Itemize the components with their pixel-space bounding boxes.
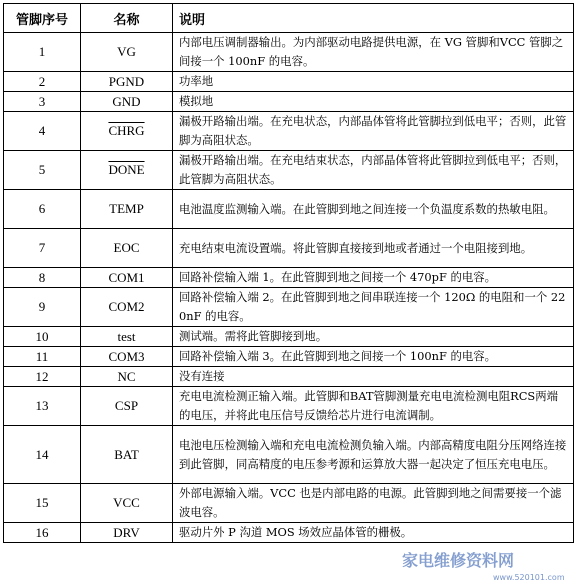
pin-description: 充电电流检测正输入端。此管脚和BAT管脚测量充电电流检测电阻RCS两端的电压，并将此电压信号反馈给芯片进行电流调制。 (173, 387, 574, 426)
pin-name (81, 327, 173, 347)
pin-name-text: DRV (113, 524, 140, 540)
table-row (4, 347, 574, 367)
pin-name-text: COM3 (108, 348, 145, 364)
table-row (4, 523, 574, 543)
pin-name-text: VG (117, 44, 136, 59)
pin-description: 漏极开路输出端。在充电状态，内部晶体管将此管脚拉到低电平；否则，此管脚为高阻状态。 (173, 112, 574, 151)
pin-name-text: VCC (113, 495, 140, 510)
pin-description: 漏极开路输出端。在充电结束状态，内部晶体管将此管脚拉到低电平；否则，此管脚为高阻状态。 (173, 151, 574, 190)
table-row (4, 288, 574, 327)
header-description: 说明 (173, 4, 574, 33)
table-row (4, 327, 574, 347)
pin-name (81, 72, 173, 92)
pin-name (81, 484, 173, 523)
pin-name (81, 367, 173, 387)
pin-number: 5 (4, 151, 81, 190)
pin-number: 16 (4, 523, 81, 543)
pin-number: 2 (4, 72, 81, 92)
pin-name-text: NC (117, 368, 136, 384)
pin-name (81, 112, 173, 151)
pin-number: 3 (4, 92, 81, 112)
watermark-url: www.520101.com (493, 573, 565, 582)
pin-name (81, 151, 173, 190)
pin-number: 12 (4, 367, 81, 387)
pin-number: 9 (4, 288, 81, 327)
table-row (4, 268, 574, 288)
pin-name-text: CHRG (108, 123, 145, 138)
table-row (4, 229, 574, 268)
watermark (398, 546, 573, 586)
table-row (4, 72, 574, 92)
table-row (4, 426, 574, 484)
pin-number: 8 (4, 268, 81, 288)
pin-description: 回路补偿输入端 1。在此管脚到地之间接一个 470pF 的电容。 (173, 268, 574, 288)
watermark-text: 家电维修资料网 (402, 551, 515, 570)
table-row (4, 112, 574, 151)
table-row (4, 190, 574, 229)
table-body (4, 33, 574, 543)
pin-name (81, 92, 173, 112)
table-row (4, 33, 574, 72)
pin-description: 驱动片外 P 沟道 MOS 场效应晶体管的栅极。 (173, 523, 574, 543)
header-pin-no: 管脚序号 (4, 4, 81, 33)
pin-description: 回路补偿输入端 3。在此管脚到地之间接一个 100nF 的电容。 (173, 347, 574, 367)
pin-description: 测试端。需将此管脚接到地。 (173, 327, 574, 347)
pin-name-text: COM2 (108, 299, 145, 314)
pin-name (81, 190, 173, 229)
pin-name (81, 288, 173, 327)
pin-number: 4 (4, 112, 81, 151)
table-row (4, 367, 574, 387)
pin-number: 1 (4, 33, 81, 72)
header-name: 名称 (81, 4, 173, 33)
table-row (4, 387, 574, 426)
pin-number: 15 (4, 484, 81, 523)
pin-description: 没有连接 (173, 367, 574, 387)
table-row (4, 92, 574, 112)
table-header-row (4, 4, 574, 33)
pin-number: 10 (4, 327, 81, 347)
pin-name-text: CSP (114, 398, 139, 413)
pin-name (81, 33, 173, 72)
pin-name (81, 229, 173, 268)
pin-name (81, 523, 173, 543)
pin-description: 电池温度监测输入端。在此管脚到地之间连接一个负温度系数的热敏电阻。 (173, 190, 574, 229)
pin-number: 13 (4, 387, 81, 426)
pin-number: 14 (4, 426, 81, 484)
pin-description: 模拟地 (173, 92, 574, 112)
pin-name (81, 268, 173, 288)
pin-name-text: TEMP (109, 201, 144, 216)
pin-table (3, 3, 574, 543)
pin-name-text: PGND (108, 73, 145, 89)
table-row (4, 151, 574, 190)
pin-description: 内部电压调制器输出。为内部驱动电路提供电源，在 VG 管脚和VCC 管脚之间接一个 100nF 的电容。 (173, 33, 574, 72)
pin-description: 回路补偿输入端 2。在此管脚到地之间串联连接一个 120Ω 的电阻和一个 220nF 的电容。 (173, 288, 574, 327)
table-row (4, 484, 574, 523)
pin-name-text: BAT (114, 446, 139, 462)
pin-name-text: test (117, 328, 136, 344)
pin-description: 功率地 (173, 72, 574, 92)
pin-description: 电池电压检测输入端和充电电流检测负输入端。内部高精度电阻分压网络连接到此管脚，同高精度的电压参考源和运算放大器一起决定了恒压充电电压。 (173, 426, 574, 484)
pin-description: 充电结束电流设置端。将此管脚直接接到地或者通过一个电阻接到地。 (173, 229, 574, 268)
pin-name-text: EOC (113, 240, 140, 255)
pin-name-text: COM1 (108, 269, 145, 285)
pin-name-text: DONE (108, 162, 145, 177)
pin-name-text: GND (112, 93, 141, 109)
pin-name (81, 387, 173, 426)
pin-name (81, 426, 173, 484)
pin-number: 7 (4, 229, 81, 268)
pin-number: 6 (4, 190, 81, 229)
pin-number: 11 (4, 347, 81, 367)
pin-description: 外部电源输入端。VCC 也是内部电路的电源。此管脚到地之间需要接一个滤波电容。 (173, 484, 574, 523)
pin-name (81, 347, 173, 367)
